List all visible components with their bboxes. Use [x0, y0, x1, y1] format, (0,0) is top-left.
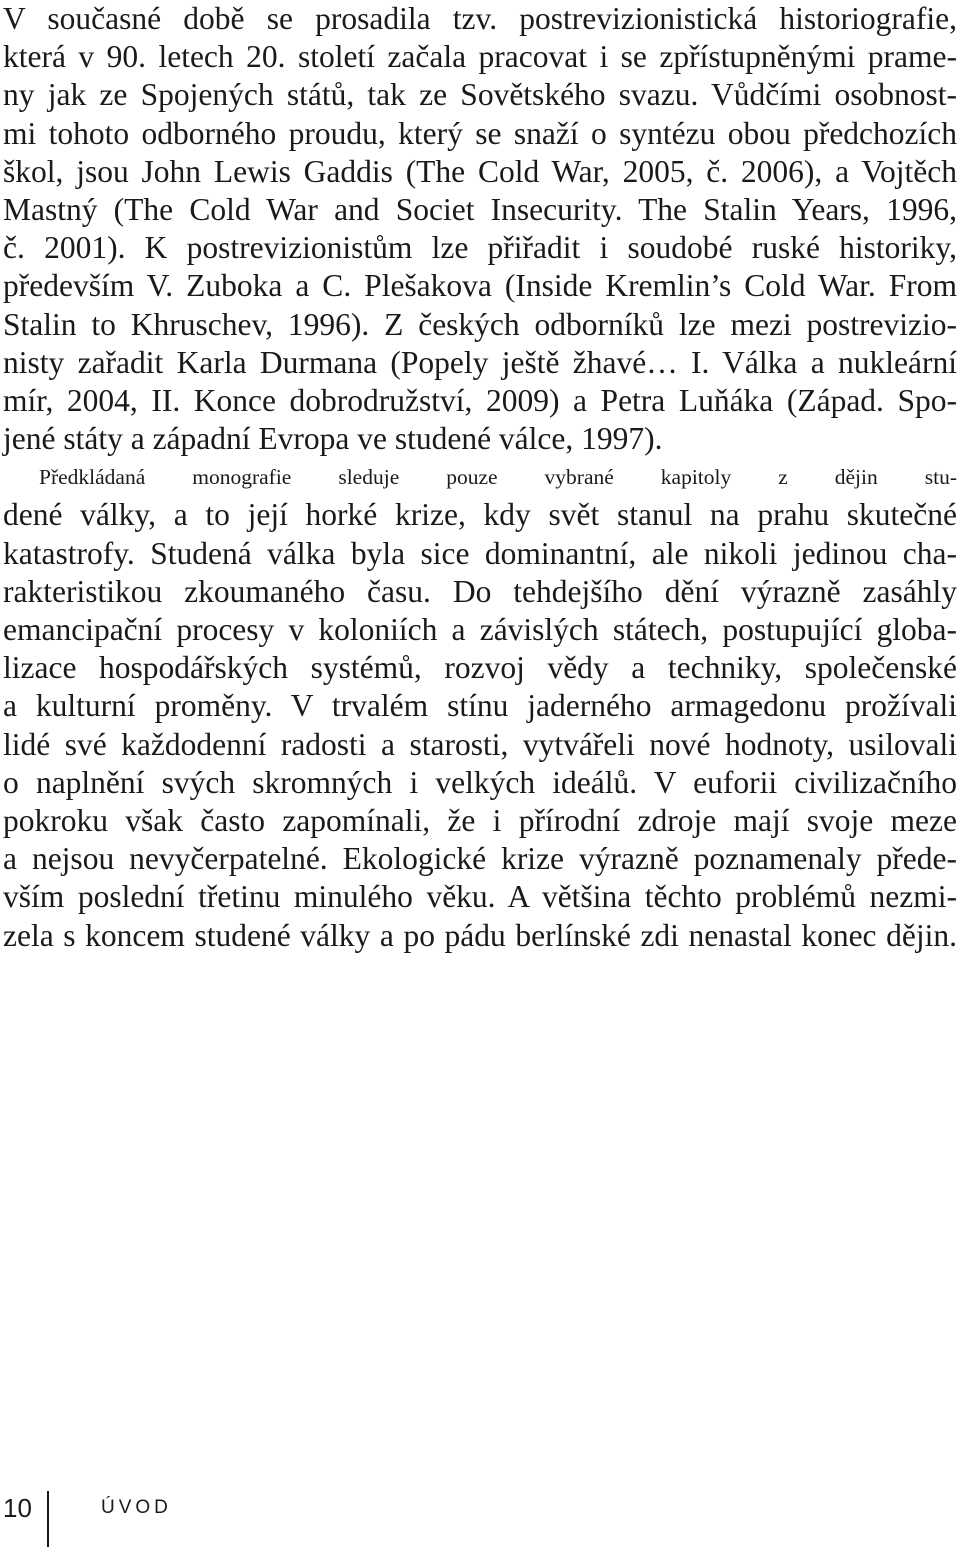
text-line: zela s koncem studené války a po pádu berlínské zdi nenastal konec dějin. — [3, 917, 957, 953]
text-line: a nejsou nevyčerpatelné. Ekologické krize výrazně poznamenaly přede- — [3, 841, 957, 877]
text-line: Předkládaná monografie sleduje pouze vybrané kapitoly z dějin stu- — [39, 465, 957, 490]
page-footer — [3, 1491, 403, 1549]
text-line: nisty zařadit Karla Durmana (Popely ještě žhavé… I. Válka a nukleární — [3, 344, 957, 380]
text-line: katastrofy. Studená válka byla sice dominantní, ale nikoli jedinou cha- — [3, 535, 957, 571]
text-line: dené války, a to její horké krize, kdy svět stanul na prahu skutečné — [3, 497, 957, 533]
running-section-label: ÚVOD — [101, 1497, 172, 1518]
text-line: lidé své každodenní radosti a starosti, vytvářeli nové hodnoty, usilovali — [3, 726, 957, 762]
text-line: Stalin to Khruschev, 1996). Z českých odborníků lze mezi postrevizio- — [3, 306, 957, 342]
text-line: V současné době se prosadila tzv. postrevizionistická historiografie, — [3, 1, 957, 36]
text-line: jené státy a západní Evropa ve studené válce, 1997). — [3, 421, 663, 457]
text-line: Mastný (The Cold War and Societ Insecurity. The Stalin Years, 1996, — [3, 191, 957, 227]
text-line: a kulturní proměny. V trvalém stínu jaderného armagedonu prožívali — [3, 688, 957, 724]
text-line: ny jak ze Spojených států, tak ze Sovětského svazu. Vůdčími osobnost- — [3, 77, 957, 113]
paragraph-1 — [3, 0, 957, 458]
paragraph-2 — [3, 458, 957, 954]
text-line: vším poslední třetinu minulého věku. A většina těchto problémů nezmi- — [3, 879, 957, 915]
text-line: emancipační procesy v koloniích a závislých státech, postupující globa- — [3, 612, 957, 647]
text-line: mír, 2004, II. Konce dobrodružství, 2009) a Petra Luňáka (Západ. Spo- — [3, 382, 957, 418]
page-number: 10 — [3, 1493, 32, 1523]
text-line: která v 90. letech 20. století začala pracovat i se zpřístupněnými prame- — [3, 39, 957, 75]
text-line: škol, jsou John Lewis Gaddis (The Cold War, 2005, č. 2006), a Vojtěch — [3, 153, 957, 189]
text-line: především V. Zuboka a C. Plešakova (Inside Kremlin’s Cold War. From — [3, 268, 957, 304]
body-text — [3, 0, 957, 955]
footer-divider — [47, 1491, 49, 1547]
text-line: rakteristikou zkoumaného času. Do tehdejšího dění výrazně zasáhly — [3, 573, 957, 609]
text-line: lizace hospodářských systémů, rozvoj vědy a techniky, společenské — [3, 650, 957, 686]
text-line: č. 2001). K postrevizionistům lze přiřadit i soudobé ruské historiky, — [3, 230, 957, 266]
text-line: o naplnění svých skromných i velkých ideálů. V euforii civilizačního — [3, 764, 957, 800]
text-line: mi tohoto odborného proudu, který se snaží o syntézu obou předchozích — [3, 115, 957, 151]
text-line: pokroku však často zapomínali, že i přírodní zdroje mají svoje meze — [3, 802, 957, 838]
